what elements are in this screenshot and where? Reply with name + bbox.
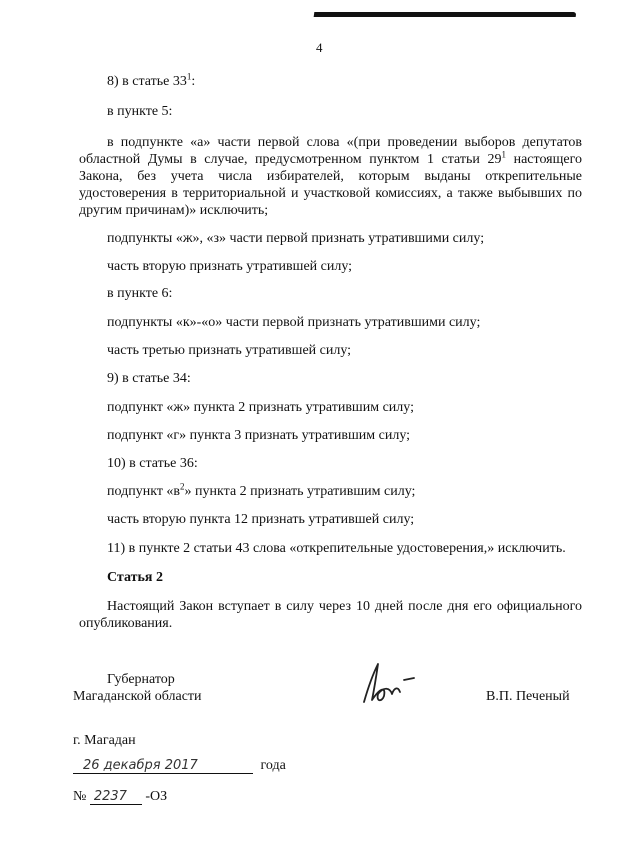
city: г. Магадан [73,733,136,748]
date-handwritten: 26 декабря 2017 [73,758,253,774]
point-5: в пункте 5: [107,104,173,119]
page-number: 4 [316,40,323,55]
part-two-void: часть вторую признать утратившей силу; [107,259,353,274]
item-8 [107,73,610,90]
subpoint-v2 [107,483,610,500]
subpoint-a-text-1: в подпункте «а» части первой слова «(при проведении выборов депутатов областной Думы в случае, предусмотренном пунктом 1 статьи 29 [79,135,582,167]
subpoint-g-p3: подпункт «г» пункта 3 признать утратившим силу; [107,428,411,443]
top-scan-mark [314,12,577,17]
article-2-text: Настоящий Закон вступает в силу через 10 дней после дня его официального опубликования. [79,599,582,631]
number-sign: № [73,789,87,804]
governor-title: Губернатор [107,672,175,687]
item-11: 11) в пункте 2 статьи 43 слова «открепительные удостоверения,» исключить. [107,541,566,556]
number-suffix: -ОЗ [145,789,168,804]
subpoint-a-paragraph [79,134,582,219]
year-word: года [260,758,286,773]
point-6: в пункте 6: [107,286,173,301]
item-8-colon: : [191,74,196,89]
governor-name: В.П. Печеный [486,689,570,704]
subpoint-a-sup: 1 [501,149,506,160]
subpoints-k-o: подпункты «к»-«о» части первой признать утратившими силу; [107,315,481,330]
law-number-line [73,789,167,805]
item-10: 10) в статье 36: [107,456,198,471]
article-2-heading: Статья 2 [107,570,163,585]
governor-region: Магаданской области [73,689,202,704]
part-two-p12: часть вторую пункта 12 признать утратившей силу; [107,512,415,527]
subpoints-zh-z: подпункты «ж», «з» части первой признать утратившими силу; [107,231,485,246]
part-three-void: часть третью признать утратившей силу; [107,343,352,358]
number-handwritten: 2237 [90,789,142,805]
item-8-text: 8) в статье 33 [107,74,187,89]
subpoint-v2-sup: 2 [180,481,185,492]
subpoint-a-text-2: настоящего Закона, без учета числа избирателей, которым выданы открепительные удостоверения в территориальной и участковой комиссиях, а также выбывших по другим причинам)» исключить; [79,152,583,218]
item-8-sup: 1 [186,71,192,82]
subpoint-v2-text-2: » пункта 2 признать утратившим силу; [184,484,416,499]
subpoint-zh-p2: подпункт «ж» пункта 2 признать утратившим силу; [107,400,414,415]
subpoint-v2-text-1: подпункт «в [107,484,181,499]
handwritten-signature [356,658,426,708]
date-line [73,758,286,774]
item-9: 9) в статье 34: [107,371,191,386]
